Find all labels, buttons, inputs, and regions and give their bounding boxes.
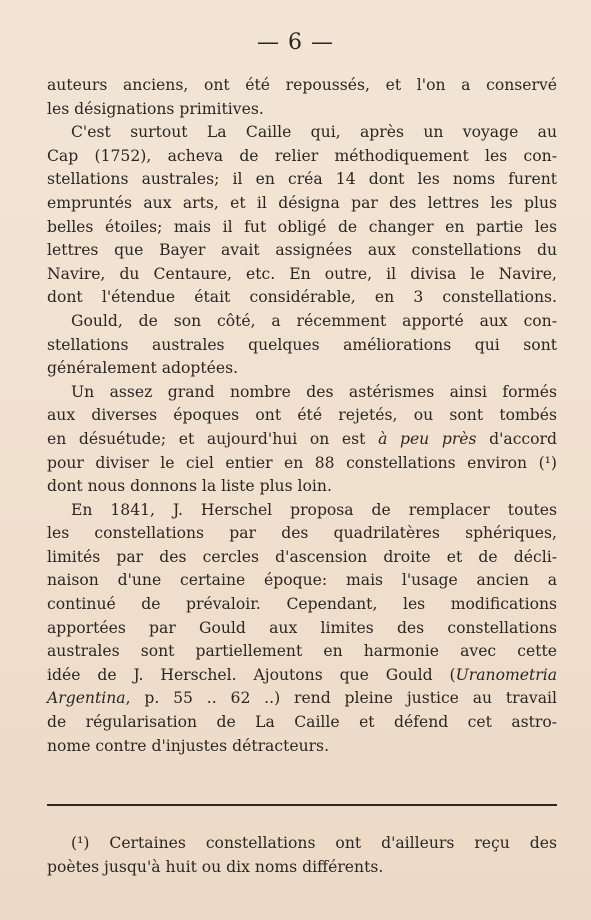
- text-line: naison d'une certaine époque: mais l'usage ancien a: [47, 571, 557, 590]
- text-line: dont nous donnons la liste plus loin.: [47, 477, 332, 496]
- text-line: limités par des cercles d'ascension droite et de décli-: [47, 547, 557, 566]
- text-line: auteurs anciens, ont été repoussés, et l'on a conservé: [47, 76, 557, 94]
- text-line: généralement adoptées.: [47, 359, 239, 378]
- text-line: apportées par Gould aux limites des constellations: [47, 618, 557, 637]
- text-line: pour diviser le ciel entier en 88 constellations environ (¹): [47, 453, 557, 472]
- text-line: belles étoiles; mais il fut obligé de changer en partie les: [47, 217, 557, 236]
- text-line: les constellations par des quadrilatères sphériques,: [47, 524, 557, 543]
- text-line: empruntés aux arts, et il désigna par des lettres les plus: [47, 193, 557, 212]
- text-line-mixed: [47, 428, 557, 452]
- footnote-line: (¹) Certaines constellations ont d'ailleurs reçu des: [71, 834, 557, 852]
- text-fragment: , p. 55 .. 62 ..) rend pleine justice au travail: [125, 689, 557, 708]
- text-line: dont l'étendue était considérable, en 3 constellations.: [47, 288, 557, 307]
- text-line-mixed: [47, 664, 557, 688]
- text-line: les désignations primitives.: [47, 99, 264, 118]
- text-line: En 1841, J. Herschel proposa de remplacer toutes: [71, 500, 557, 519]
- text-line: nome contre d'injustes détracteurs.: [47, 736, 330, 755]
- text-line: stellations australes; il en créa 14 dont les noms furent: [47, 170, 557, 189]
- text-fragment: en désuétude; et aujourd'hui on est: [47, 429, 366, 448]
- italic-phrase: à peu près: [378, 429, 477, 448]
- text-line: australes sont partiellement en harmonie avec cette: [47, 642, 557, 661]
- text-fragment: d'accord: [476, 429, 557, 448]
- text-fragment: idée de J. Herschel. Ajoutons que Gould (: [47, 665, 456, 684]
- text-line: Navire, du Centaure, etc. En outre, il divisa le Navire,: [47, 264, 557, 283]
- text-line: C'est surtout La Caille qui, après un voyage au: [71, 123, 557, 142]
- page-number: — 6 —: [257, 30, 334, 55]
- footnotes: [47, 832, 557, 879]
- footnote-rule: [47, 804, 557, 806]
- text-line: lettres que Bayer avait assignées aux constellations du: [47, 241, 557, 260]
- body-text: [47, 74, 557, 758]
- italic-title: Uranometria: [455, 665, 557, 684]
- text-line: Un assez grand nombre des astérismes ainsi formés: [71, 382, 557, 401]
- text-line: Cap (1752), acheva de relier méthodiquement les con-: [47, 146, 557, 165]
- footnote-line: poètes jusqu'à huit ou dix noms différents.: [47, 857, 384, 876]
- text-line: de régularisation de La Caille et défend cet astro-: [47, 713, 557, 732]
- text-line: Gould, de son côté, a récemment apporté aux con-: [71, 311, 557, 330]
- text-line: stellations australes quelques améliorations qui sont: [47, 335, 557, 354]
- text-line: continué de prévaloir. Cependant, les modifications: [47, 595, 557, 614]
- text-line: aux diverses époques ont été rejetés, ou sont tombés: [47, 406, 557, 425]
- text-line-mixed: [47, 687, 557, 711]
- italic-title: Argentina: [47, 689, 126, 708]
